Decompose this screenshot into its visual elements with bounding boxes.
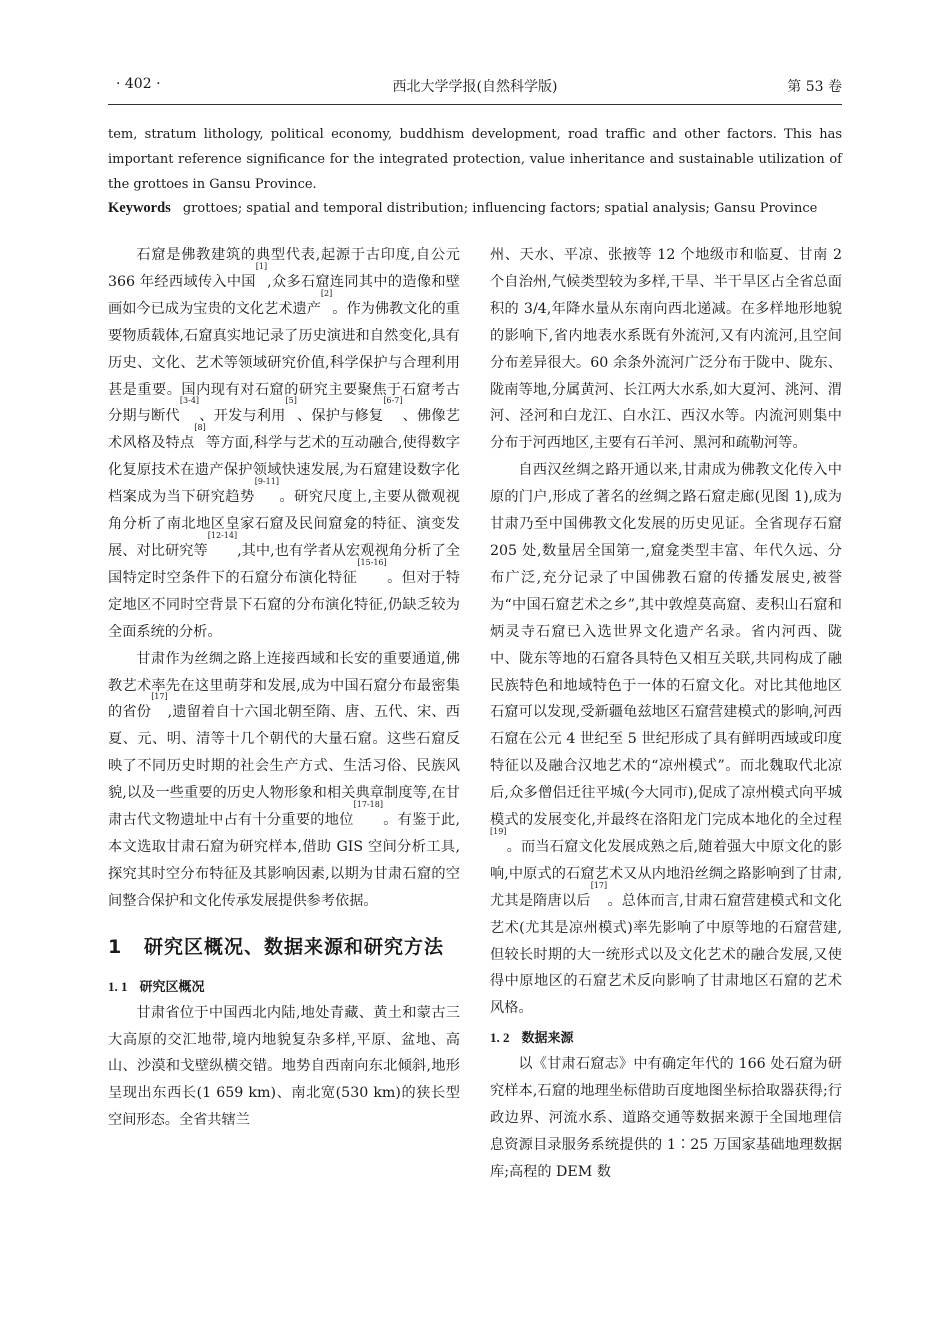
header-rule <box>108 104 842 105</box>
citation[interactable]: [15-16] <box>357 557 387 567</box>
citation[interactable]: [8] <box>194 423 206 433</box>
citation[interactable]: [12-14] <box>207 530 238 540</box>
citation[interactable]: [3-4] <box>179 396 200 406</box>
citation[interactable]: [2] <box>320 288 333 298</box>
intro-paragraph-2: 甘肃作为丝绸之路上连接西域和长安的重要通道,佛教艺术率先在这里萌芽和发展,成为中国石窟分布最密集的省份[17],遗留着自十六国北朝至隋、唐、五代、宋、西夏、元、明、清等十几个朝代的大量石窟。这些石窟反映了不同历史时期的社会生产方式、生活习俗、民族风貌,以及一些重要的历史人物形象和相关典章制度等,在甘肃古代文物遗址中占有十分重要的地位[17-18]。有鉴于此,本文选取甘肃石窟为研究样本,借助 GIS 空间分析工具,探究其时空分布特征及其影响因素,以期为甘肃石窟的空间整合保护和文化传承发展提供参考依据。 <box>108 650 460 909</box>
running-header <box>108 76 842 102</box>
keywords-text: grottoes; spatial and temporal distribution; influencing factors; spatial analysis; Gansu Province <box>182 201 818 216</box>
citation[interactable]: [17] <box>590 880 608 890</box>
abstract-tail: tem, stratum lithology, political economy, buddhism development, road traffic and other factors. This has important reference significance for the integrated protection, value inheritance and sustainable utilization of the grottoes in Gansu Province. <box>108 127 842 192</box>
data-source-paragraph: 以《甘肃石窟志》中有确定年代的 166 处石窟为研究样本,石窟的地理坐标借助百度地图坐标拾取器获得;行政边界、河流水系、道路交通等数据来源于全国地理信息资源目录服务系统提供的 1∶25 万国家基础地理数据库;高程的 DEM 数 <box>490 1056 842 1180</box>
subsection-heading: 1. 2 数据来源 <box>490 1030 574 1047</box>
left-column <box>108 242 460 1134</box>
citation[interactable]: [17-18] <box>353 800 383 810</box>
right-column <box>490 242 842 1186</box>
citation[interactable]: [5] <box>285 396 297 406</box>
section-heading: 1 研究区概况、数据来源和研究方法 <box>108 935 445 958</box>
citation[interactable]: [6-7] <box>383 396 403 406</box>
citation[interactable]: [9-11] <box>254 477 279 487</box>
volume-label: 第 53 卷 <box>787 79 842 95</box>
citation[interactable]: [1] <box>255 261 268 271</box>
keywords-line <box>108 196 842 221</box>
subsection-heading: 1. 1 研究区概况 <box>108 978 205 995</box>
citation[interactable]: [17] <box>151 692 168 702</box>
keywords-label: Keywords <box>108 200 171 216</box>
page-number: · 402 · <box>116 76 161 92</box>
study-area-paragraph: 甘肃省位于中国西北内陆,地处青藏、黄土和蒙古三大高原的交汇地带,境内地貌复杂多样,平原、盆地、高山、沙漠和戈壁纵横交错。地势自西南向东北倾斜,地形呈现出东西长(1 659 km)、南北宽(530 km)的狭长型空间形态。全省共辖兰 <box>108 1004 460 1129</box>
intro-paragraph-1: 石窟是佛教建筑的典型代表,起源于古印度,自公元 366 年经西域传入中国[1],众多石窟连同其中的造像和壁画如今已成为宝贵的文化艺术遗产[2]。作为佛教文化的重要物质载体,石窟真实地记录了历史演进和自然变化,具有历史、文化、艺术等领域研究价值,科学保护与合理利用甚是重要。国内现有对石窟的研究主要聚焦于石窟考古分期与断代[3-4]、开发与利用[5]、保护与修复[6-7]、佛像艺术风格及特点[8]等方面,科学与艺术的互动融合,使得数字化复原技术在遗产保护领域快速发展,为石窟建设数字化档案成为当下研究趋势[9-11]。研究尺度上,主要从微观视角分析了南北地区皇家石窟及民间窟龛的特征、演变发展、对比研究等[12-14],其中,也有学者从宏观视角分析了全国特定时空条件下的石窟分布演化特征[15-16]。但对于特定地区不同时空背景下石窟的分布演化特征,仍缺乏较为全面系统的分析。 <box>108 247 460 640</box>
journal-title: 西北大学学报(自然科学版) <box>392 79 558 95</box>
citation[interactable]: [19] <box>490 826 507 836</box>
history-paragraph: 自西汉丝绸之路开通以来,甘肃成为佛教文化传入中原的门户,形成了著名的丝绸之路石窟走廊(见图 1),成为甘肃乃至中国佛教文化发展的历史见证。全省现存石窟 205 处,数量居全国第一,窟龛类型丰富、年代久远、分布广泛,充分记录了中国佛教石窟的传播发展史,被誉为“中国石窟艺术之乡”,其中敦煌莫高窟、麦积山石窟和炳灵寺石窟已入选世界文化遗产名录。省内河西、陇中、陇东等地的石窟各具特色又相互关联,共同构成了融民族特色和地域特色于一体的石窟文化。对比其他地区石窟可以发现,受新疆龟兹地区石窟营建模式的影响,河西石窟在公元 4 世纪至 5 世纪形成了具有鲜明西域或印度特征以及融合汉地艺术的“凉州模式”。而北魏取代北凉后,众多僧侣迁往平城(今大同市),促成了凉州模式向平城模式的发展变化,并最终在洛阳龙门完成本地化的全过程[19]。而当石窟文化发展成熟之后,随着强大中原文化的影响,中原式的石窟艺术又从内地沿丝绸之路影响到了甘肃,尤其是隋唐以后[17]。总体而言,甘肃石窟营建模式和文化艺术(尤其是凉州模式)率先影响了中原等地的石窟营建,但较长时期的大一统形式以及文化艺术的融合发展,又使得中原地区的石窟艺术反向影响了甘肃地区石窟的艺术风格。 <box>490 462 842 1017</box>
study-area-paragraph-cont: 州、天水、平凉、张掖等 12 个地级市和临夏、甘南 2 个自治州,气候类型较为多样,干旱、半干旱区占全省总面积的 3/4,年降水量从东南向西北递减。在多样地形地貌的影响下,省内地表水系既有外流河,又有内流河,且空间分布差异很大。60 余条外流河广泛分布于陇中、陇东、陇南等地,分属黄河、长江两大水系,如大夏河、洮河、渭河、泾河和白龙江、白水江、西汉水等。内流河则集中分布于河西地区,主要有石羊河、黑河和疏勒河等。 <box>490 247 842 452</box>
